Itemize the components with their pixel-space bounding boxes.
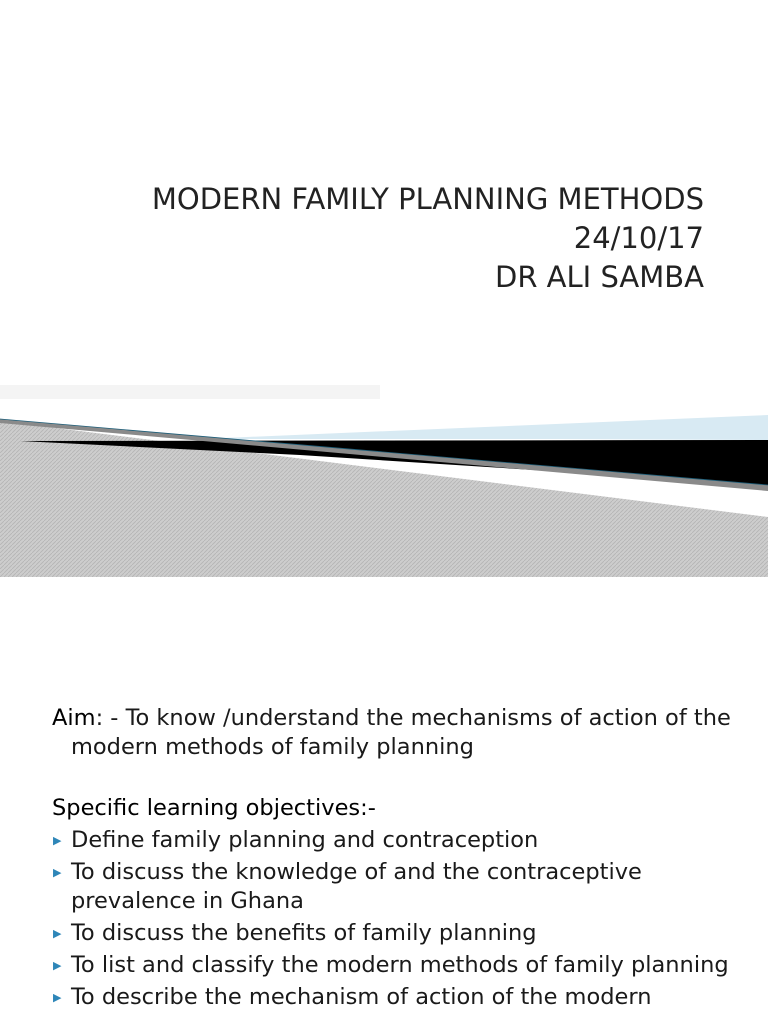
bullet-arrow-icon: ▶ — [53, 927, 62, 940]
list-item — [52, 919, 752, 948]
list-item — [52, 826, 752, 855]
bullet-arrow-icon: ▶ — [53, 834, 62, 847]
decorative-wedge-band — [0, 385, 768, 577]
list-item — [52, 983, 752, 1012]
light-blue-wedge — [200, 415, 768, 440]
slide-body — [52, 704, 752, 1012]
list-item-text: Define family planning and contraception — [71, 827, 539, 853]
title-line-date: 24/10/17 — [573, 221, 704, 255]
bullet-arrow-icon: ▶ — [53, 866, 62, 879]
objectives-heading: Specific learning objectives:- — [52, 795, 376, 821]
aim-text: : - To know /understand the mechanisms of action of the modern methods of family planning — [71, 705, 731, 760]
list-item-text: To discuss the knowledge of and the contraceptive prevalence in Ghana — [71, 859, 642, 914]
list-item-text: To describe the mechanism of action of the modern — [71, 984, 652, 1010]
title-line-author: DR ALI SAMBA — [494, 260, 704, 294]
bullet-arrow-icon: ▶ — [53, 991, 62, 1004]
list-item-text: To discuss the benefits of family planning — [71, 920, 537, 946]
objectives-slide — [0, 640, 768, 1024]
aim-paragraph — [52, 704, 752, 762]
title-line-topic: MODERN FAMILY PLANNING METHODS — [151, 182, 704, 216]
slide-title — [70, 180, 704, 297]
list-item — [52, 951, 752, 980]
list-item-text: To list and classify the modern methods of family planning — [71, 952, 729, 978]
list-item — [52, 858, 752, 916]
objectives-list — [52, 826, 752, 1012]
aim-label: Aim — [52, 705, 96, 731]
fade-strip — [0, 385, 380, 399]
bullet-arrow-icon: ▶ — [53, 959, 62, 972]
